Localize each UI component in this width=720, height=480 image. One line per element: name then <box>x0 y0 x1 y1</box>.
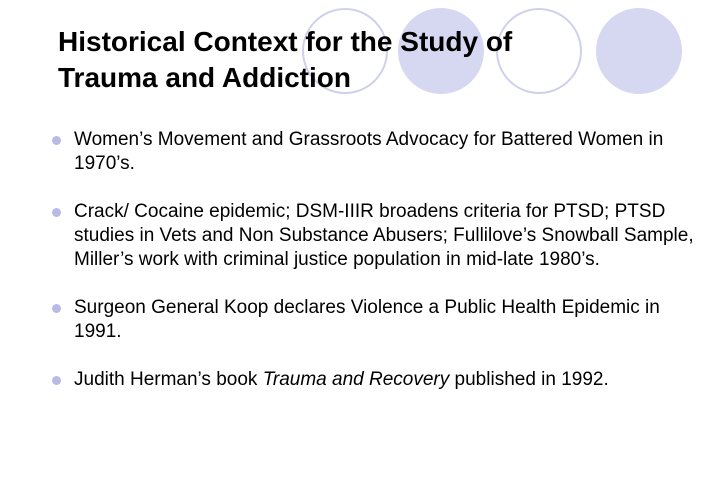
bullet-text: Women’s Movement and Grassroots Advocacy for Battered Women in 1970’s. <box>74 129 664 174</box>
bullet-item <box>48 368 698 392</box>
slide-title-line-2: Trauma and Addiction <box>58 62 351 93</box>
slide-title <box>58 24 658 96</box>
book-title: Trauma and Recovery <box>262 369 450 390</box>
bullet-icon <box>52 304 61 313</box>
bullet-item <box>48 200 698 272</box>
bullet-item <box>48 128 698 176</box>
bullet-text: Surgeon General Koop declares Violence a Public Health Epidemic in 1991. <box>74 297 660 342</box>
bullet-list <box>48 128 698 392</box>
bullet-text-prefix: Judith Herman’s book <box>74 369 263 390</box>
bullet-text: Crack/ Cocaine epidemic; DSM-IIIR broadens criteria for PTSD; PTSD studies in Vets and Non Substance Abusers; Fullilove’s Snowball Sample, Miller’s work with criminal justice population in mid-late 1980’s. <box>74 201 694 270</box>
bullet-item <box>48 296 698 344</box>
slide-title-line-1: Historical Context for the Study of <box>58 26 513 57</box>
bullet-icon <box>52 208 61 217</box>
bullet-text-suffix: published in 1992. <box>449 369 609 390</box>
bullet-icon <box>52 376 61 385</box>
bullet-icon <box>52 136 61 145</box>
